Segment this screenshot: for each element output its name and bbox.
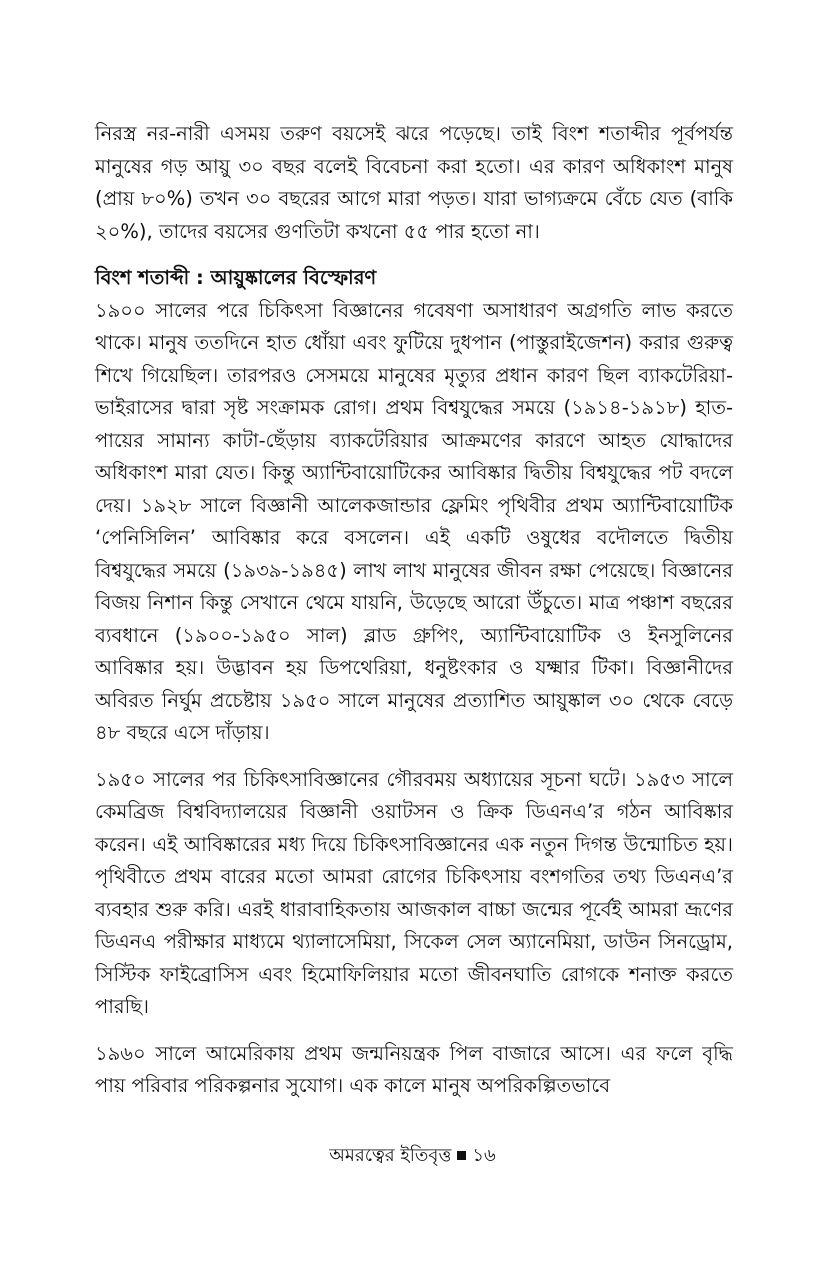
- page-footer: [0, 1143, 825, 1169]
- paragraph-1950: ১৯৫০ সালের পর চিকিৎসাবিজ্ঞানের গৌরবময় অধ্যায়ের সূচনা ঘটে। ১৯৫৩ সালে কেমব্রিজ বিশ্ববিদ্যালয়ের বিজ্ঞানী ওয়াটসন ও ক্রিক ডিএনএ’র গঠন আবিষ্কার করেন। এই আবিষ্কারের মধ্য দিয়ে চিকিৎসাবিজ্ঞানের এক নতুন দিগন্ত উন্মোচিত হয়। পৃথিবীতে প্রথম বারের মতো আমরা রোগের চিকিৎসায় বংশগতির তথ্য ডিএনএ’র ব্যবহার শুরু করি। এরই ধারাবাহিকতায় আজকাল বাচ্চা জন্মের পূর্বেই আমরা ভ্রূণের ডিএনএ পরীক্ষার মাধ্যমে থ্যালাসেমিয়া, সিকেল সেল অ্যানেমিয়া, ডাউন সিনড্রোম, সিস্টিক ফাইব্রোসিস এবং হিমোফিলিয়ার মতো জীবনঘাতি রোগকে শনাক্ত করতে পারছি।: [95, 767, 733, 1018]
- footer-book-title: অমরত্বের ইতিবৃত্ত: [329, 1145, 452, 1166]
- square-bullet-icon: [457, 1151, 466, 1160]
- paragraph-intro: নিরস্ত্র নর-নারী এসময় তরুণ বয়সেই ঝরে পড়েছে। তাই বিংশ শতাব্দীর পূর্বপর্যন্ত মানুষের গড় আয়ু ৩০ বছর বলেই বিবেচনা করা হতো। এর কারণ অধিকাংশ মানুষ (প্রায় ৮০%) তখন ৩০ বছরের আগে মারা পড়ত। যারা ভাগ্যক্রমে বেঁচে যেত (বাকি ২০%), তাদের বয়সের গুণতিটা কখনো ৫৫ পার হতো না।: [95, 122, 733, 243]
- paragraph-1960: ১৯৬০ সালে আমেরিকায় প্রথম জন্মনিয়ন্ত্রক পিল বাজারে আসে। এর ফলে বৃদ্ধি পায় পরিবার পরিকল্পনার সুযোগ। এক কালে মানুষ অপরিকল্পিতভাবে: [95, 1041, 733, 1097]
- section-heading: বিংশ শতাব্দী : আয়ুষ্কালের বিস্ফোরণ: [95, 266, 377, 289]
- footer-page-number: ১৬: [472, 1145, 496, 1166]
- paragraph-1900: ১৯০০ সালের পরে চিকিৎসা বিজ্ঞানের গবেষণা অসাধারণ অগ্রগতি লাভ করতে থাকে। মানুষ ততদিনে হাত ধোঁয়া এবং ফুটিয়ে দুধপান (পাস্তুরাইজেশন) করার গুরুত্ব শিখে গিয়েছিল। তারপরও সেসময়ে মানুষের মৃত্যুর প্রধান কারণ ছিল ব্যাকটেরিয়া-ভাইরাসের দ্বারা সৃষ্ট সংক্রামক রোগ। প্রথম বিশ্বযুদ্ধের সময়ে (১৯১৪-১৯১৮) হাত-পায়ের সামান্য কাটা-ছেঁড়ায় ব্যাকটেরিয়ার আক্রমণের কারণে আহত যোদ্ধাদের অধিকাংশ মারা যেত। কিন্তু অ্যান্টিবায়োটিকের আবিষ্কার দ্বিতীয় বিশ্বযুদ্ধের পট বদলে দেয়। ১৯২৮ সালে বিজ্ঞানী আলেকজান্ডার ফ্লেমিং পৃথিবীর প্রথম অ্যান্টিবায়োটিক ‘পেনিসিলিন’ আবিষ্কার করে বসলেন। এই একটি ওষুধের বদৌলতে দ্বিতীয় বিশ্বযুদ্ধের সময়ে (১৯৩৯-১৯৪৫) লাখ লাখ মানুষের জীবন রক্ষা পেয়েছে। বিজ্ঞানের বিজয় নিশান কিন্তু সেখানে থেমে যায়নি, উড়েছে আরো উঁচুতে। মাত্র পঞ্চাশ বছরের ব্যবধানে (১৯০০-১৯৫০ সাল) ব্লাড গ্রুপিং, অ্যান্টিবায়োটিক ও ইনসুলিনের আবিষ্কার হয়। উদ্ভাবন হয় ডিপথেরিয়া, ধনুষ্টংকার ও যক্ষ্মার টিকা। বিজ্ঞানীদের অবিরত নির্ঘুম প্রচেষ্টায় ১৯৫০ সালে মানুষের প্রত্যাশিত আয়ুষ্কাল ৩০ থেকে বেড়ে ৪৮ বছরে এসে দাঁড়ায়।: [95, 298, 733, 744]
- page-body: [95, 118, 733, 1103]
